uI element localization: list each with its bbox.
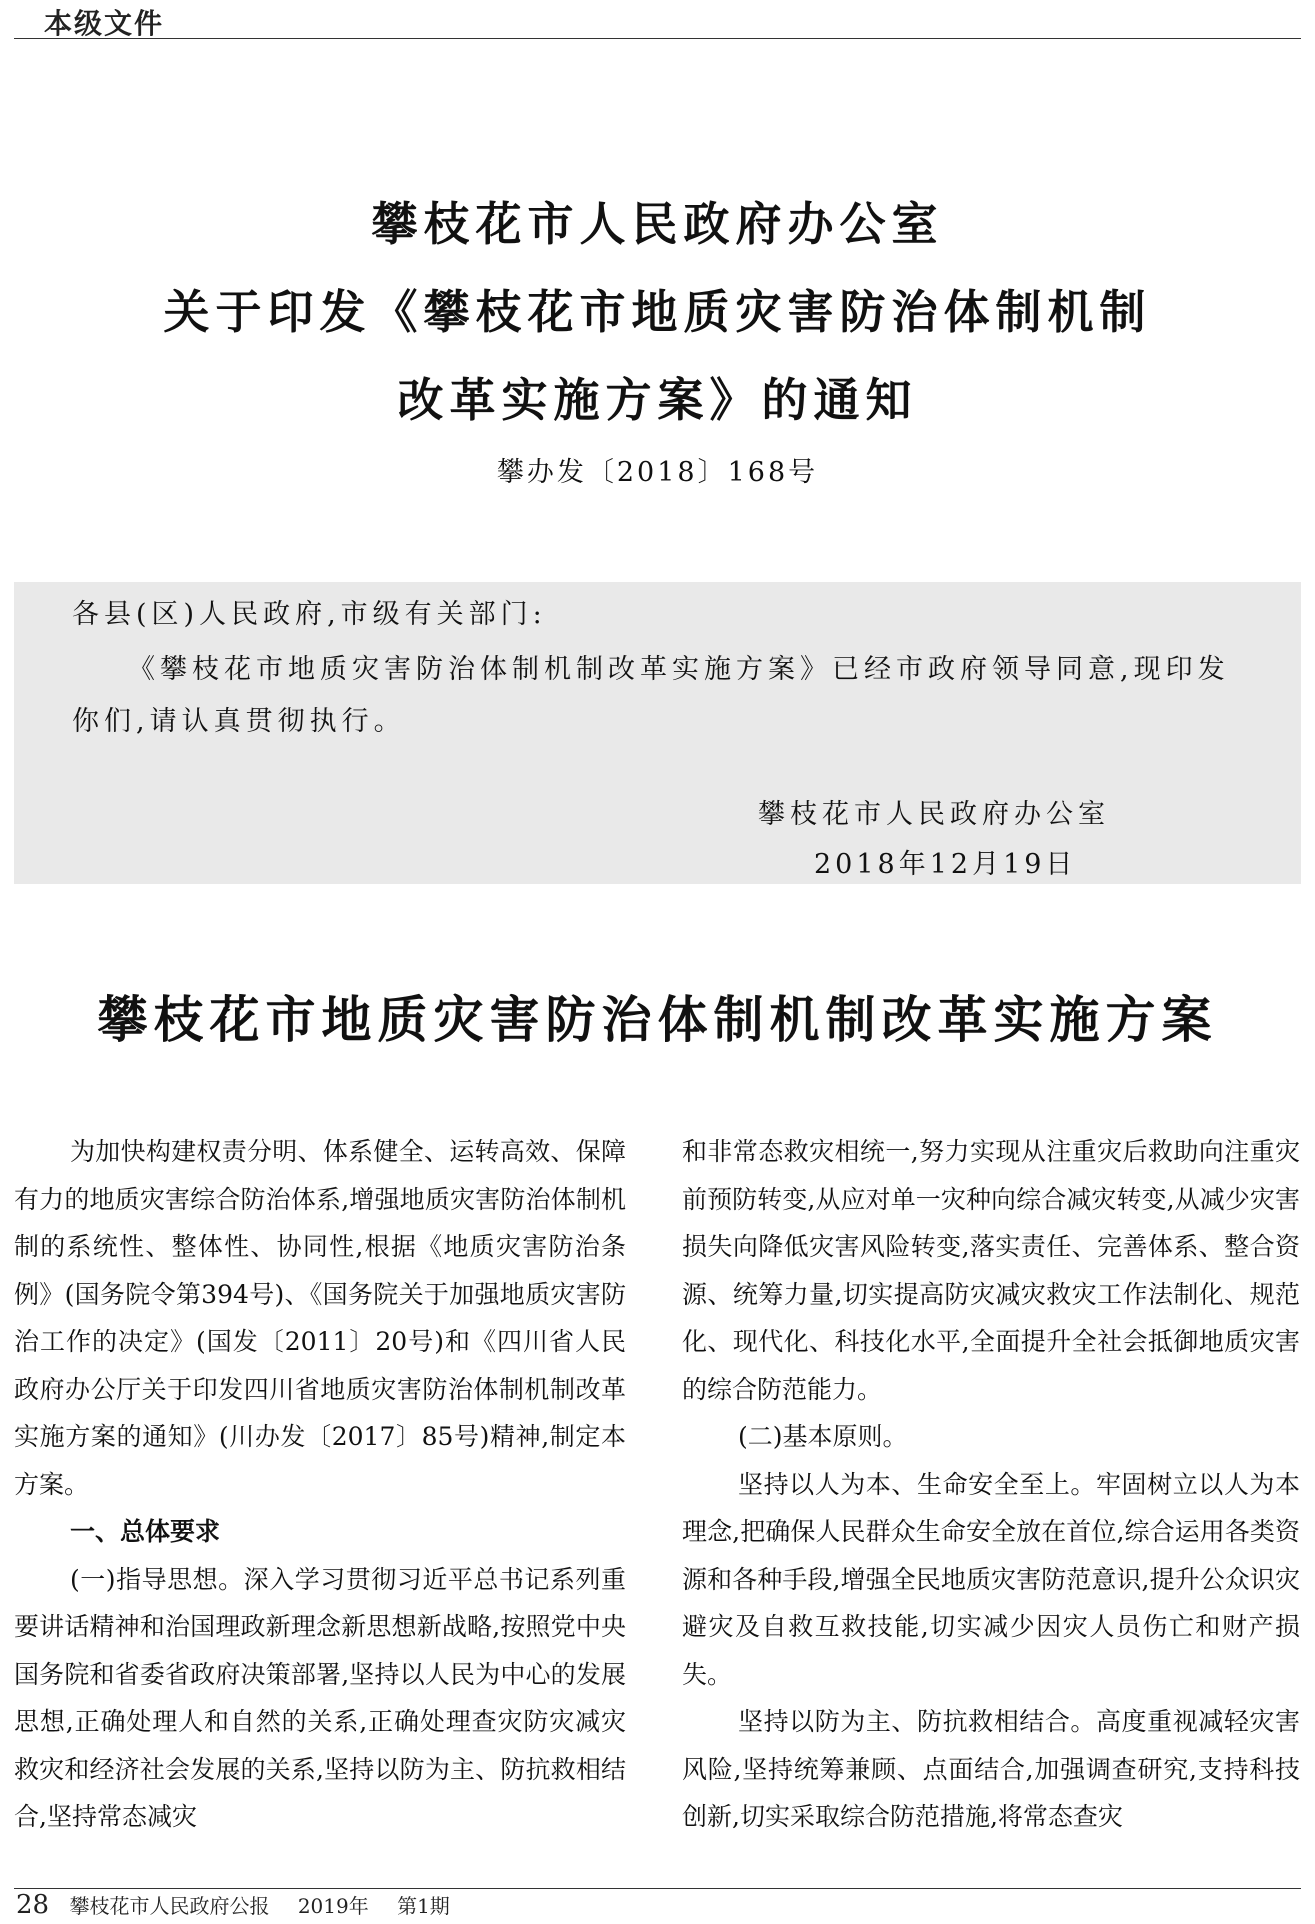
right-text-column <box>682 1128 1300 1841</box>
notice-title <box>0 180 1315 444</box>
notice-title-line: 关于印发《攀枝花市地质灾害防治体制机制 <box>163 285 1152 339</box>
notice-date: 2018年12月19日 <box>814 849 1077 880</box>
publication-year: 2019年 <box>297 1894 369 1918</box>
notice-body-text: 《攀枝花市地质灾害防治体制机制改革实施方案》已经市政府领导同意,现印发你们,请认真贯彻执行。 <box>72 654 1230 737</box>
footer-divider <box>14 1888 1301 1889</box>
page-number: 28 <box>16 1890 50 1920</box>
continuation-paragraph: 和非常态救灾相统一,努力实现从注重灾后救助向注重灾前预防转变,从应对单一灾种向综合减灾转变,从减少灾害损失向降低灾害风险转变,落实责任、完善体系、整合资源、统筹力量,切实提高防灾减灾救灾工作法制化、规范化、现代化、科技化水平,全面提升全社会抵御地质灾害的综合防范能力。 <box>682 1137 1300 1404</box>
notice-addressee: 各县(区)人民政府,市级有关部门: <box>72 599 547 630</box>
notice-title-line: 攀枝花市人民政府办公室 <box>371 197 944 251</box>
principle-paragraph: 坚持以防为主、防抗救相结合。高度重视减轻灾害风险,坚持统筹兼顾、点面结合,加强调查研究,支持科技创新,切实采取综合防范措施,将常态查灾 <box>682 1707 1300 1831</box>
plan-title: 攀枝花市地质灾害防治体制机制改革实施方案 <box>97 991 1218 1049</box>
section-heading: 一、总体要求 <box>70 1517 221 1546</box>
section-label: 本级文件 <box>44 7 165 40</box>
notice-title-line: 改革实施方案》的通知 <box>397 373 918 427</box>
header-divider <box>14 38 1301 39</box>
left-text-column <box>14 1128 626 1841</box>
notice-body-panel <box>14 582 1301 884</box>
principles-heading: (二)基本原则。 <box>738 1422 908 1451</box>
notice-signer: 攀枝花市人民政府办公室 <box>758 799 1110 830</box>
plan-intro-paragraph: 为加快构建权责分明、体系健全、运转高效、保障有力的地质灾害综合防治体系,增强地质灾害防治体制机制的系统性、整体性、协同性,根据《地质灾害防治条例》(国务院令第394号)、《国务院关于加强地质灾害防治工作的决定》(国发〔2011〕20号)和《四川省人民政府办公厅关于印发四川省地质灾害防治体制机制改革实施方案的通知》(川办发〔2017〕85号)精神,制定本方案。 <box>14 1137 626 1499</box>
publication-name: 攀枝花市人民政府公报 <box>69 1894 270 1918</box>
page-footer <box>16 1890 472 1920</box>
principle-paragraph: 坚持以人为本、生命安全至上。牢固树立以人为本理念,把确保人民群众生命安全放在首位,综合运用各类资源和各种手段,增强全民地质灾害防范意识,提升公众识灾避灾及自救互救技能,切实减少因灾人员伤亡和财产损失。 <box>682 1469 1300 1689</box>
document-number: 攀办发〔2018〕168号 <box>496 457 819 488</box>
publication-issue: 第1期 <box>397 1894 450 1918</box>
guiding-ideology-paragraph: (一)指导思想。深入学习贯彻习近平总书记系列重要讲话精神和治国理政新理念新思想新战略,按照党中央国务院和省委省政府决策部署,坚持以人民为中心的发展思想,正确处理人和自然的关系,正确处理查灾防灾减灾救灾和经济社会发展的关系,坚持以防为主、防抗救相结合,坚持常态减灾 <box>14 1564 626 1831</box>
